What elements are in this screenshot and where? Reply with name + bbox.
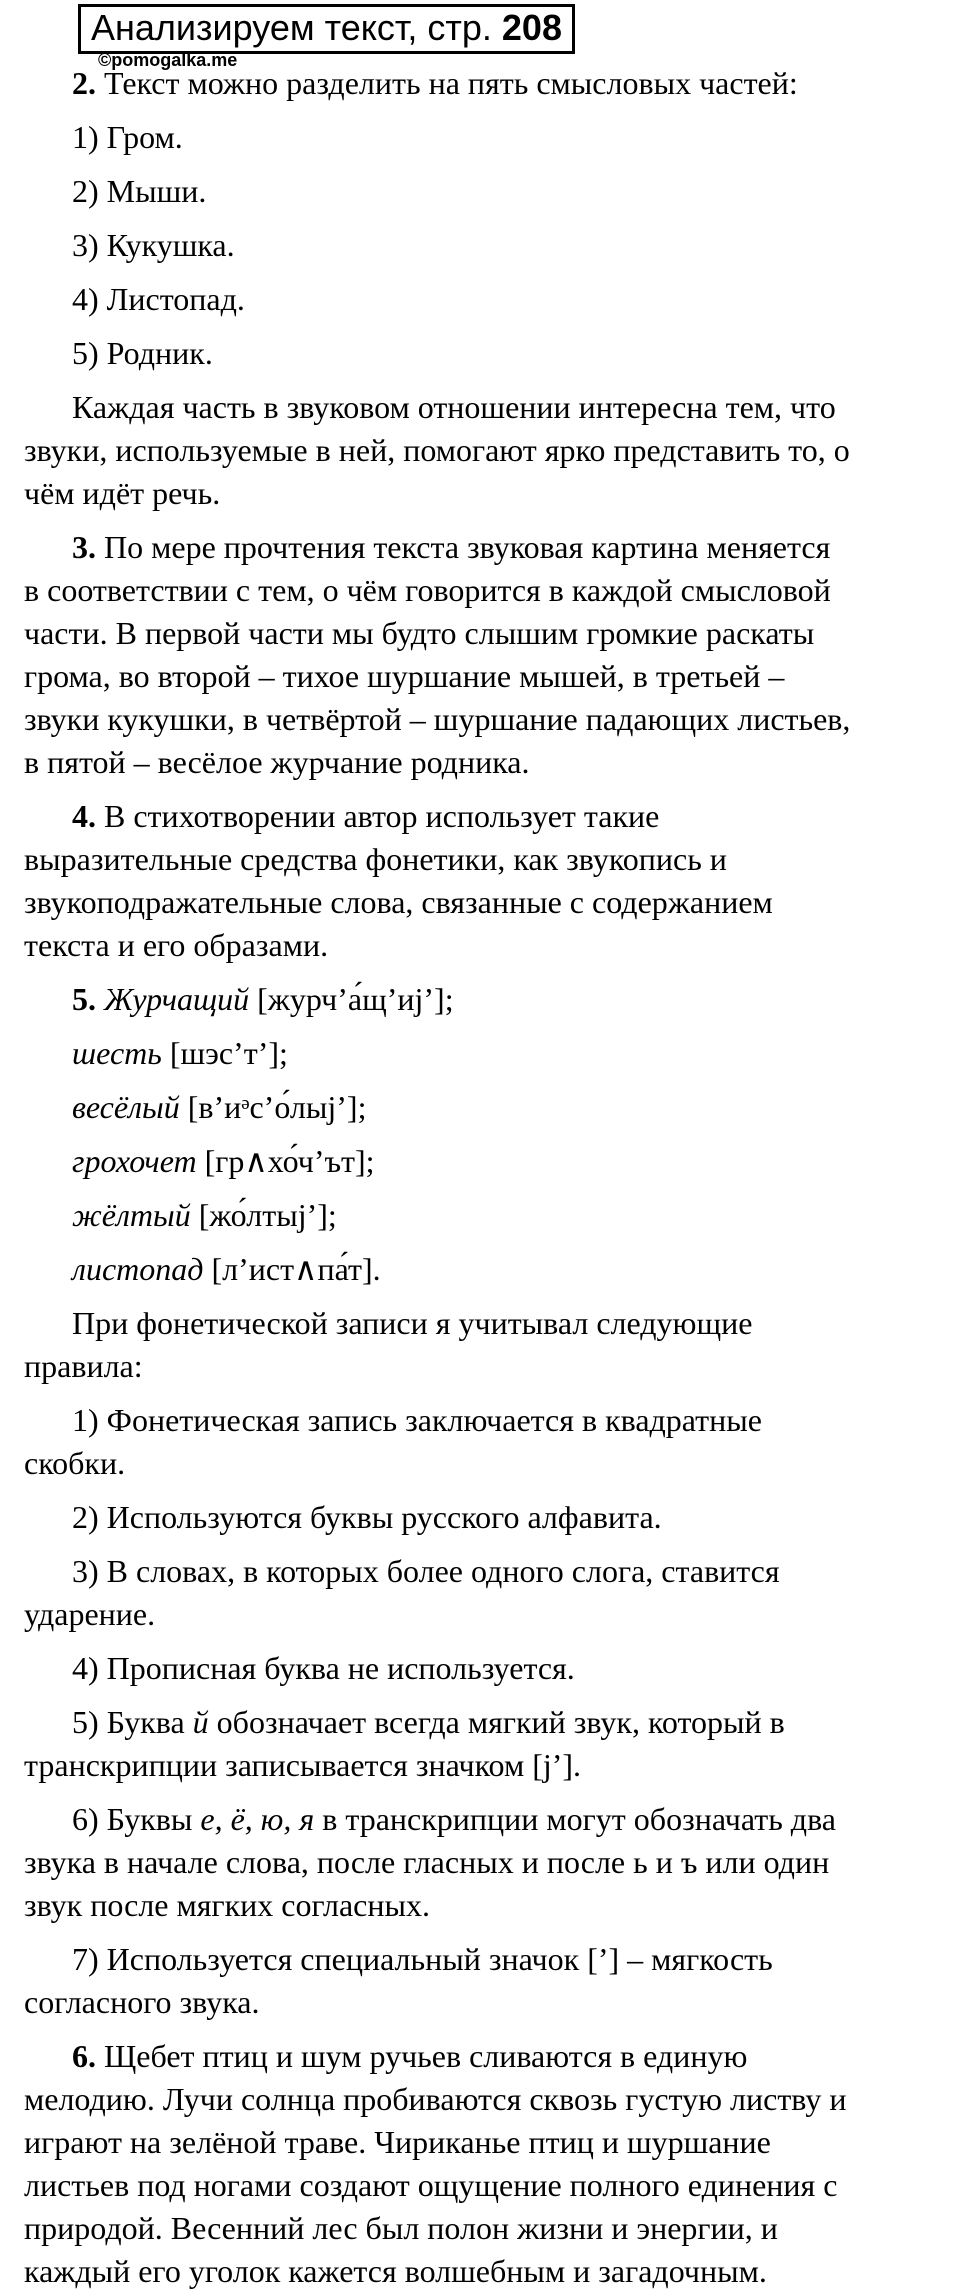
- section-number: 5.: [72, 981, 96, 1017]
- section-3: [24, 526, 960, 784]
- paragraph-line: природой. Весенний лес был полон жизни и энергии, и: [24, 2210, 778, 2246]
- list-item: 5) Родник.: [72, 335, 213, 371]
- word: весёлый: [72, 1089, 180, 1125]
- rule-line: 3) В словах, в которых более одного слога, ставится: [72, 1553, 780, 1589]
- text-span: обозначает всегда мягкий звук, который в: [208, 1704, 785, 1740]
- rule-line: [72, 1798, 960, 1841]
- word: листопад: [72, 1251, 204, 1287]
- rule-line: [72, 1701, 960, 1744]
- paragraph-line: мелодию. Лучи солнца пробиваются сквозь густую листву и: [24, 2081, 847, 2117]
- word: жёлтый: [72, 1197, 191, 1233]
- letter: й: [192, 1704, 209, 1740]
- text-span: 5) Буква: [72, 1704, 193, 1740]
- paragraph-line: листьев под ногами создают ощущение полного единения с: [24, 2167, 838, 2203]
- text-span: в транскрипции могут обозначать два: [314, 1801, 836, 1837]
- rule-line: согласного звука.: [24, 1984, 260, 2020]
- header-page-number: 208: [501, 7, 562, 48]
- paragraph-line: правила:: [24, 1348, 143, 1384]
- paragraph-line: каждый его уголок кажется волшебным и загадочным.: [24, 2253, 767, 2289]
- paragraph-line: [72, 526, 960, 569]
- section-number: 6.: [72, 2038, 96, 2074]
- transcription-line: [72, 1248, 960, 1291]
- transcription: [журч’а́щ’иj’];: [249, 981, 454, 1017]
- paragraph-line: грома, во второй – тихое шуршание мышей, в третьей –: [24, 658, 785, 694]
- transcription-line: [72, 1086, 960, 1129]
- paragraph-line: Каждая часть в звуковом отношении интересна тем, что: [72, 389, 836, 425]
- text-span: В стихотворении автор использует такие: [96, 798, 660, 834]
- transcription: [гр∧хо́ч’ът];: [196, 1143, 375, 1179]
- transcription: [жо́лтыj’];: [190, 1197, 337, 1233]
- section-number: 3.: [72, 529, 96, 565]
- transcription-line: [72, 978, 960, 1021]
- rule-line: скобки.: [24, 1445, 126, 1481]
- page-header: [78, 4, 575, 54]
- word: шесть: [72, 1035, 162, 1071]
- rule-line: ударение.: [24, 1596, 156, 1632]
- rule-line: звук после мягких согласных.: [24, 1887, 430, 1923]
- document-body: [24, 62, 960, 2293]
- text-span: 6) Буквы: [72, 1801, 201, 1837]
- word: Журчащий: [104, 981, 250, 1017]
- section-5: [24, 978, 960, 2024]
- transcription: [в’иᵊс’о́лыj’];: [179, 1089, 367, 1125]
- transcription: [л’ист∧па́т].: [203, 1251, 381, 1287]
- rule-line: 4) Прописная буква не используется.: [72, 1650, 575, 1686]
- paragraph-line: При фонетической записи я учитывал следующие: [72, 1305, 753, 1341]
- watermark: ©pomogalka.me: [98, 50, 238, 70]
- letters: е, ё, ю, я: [200, 1801, 315, 1837]
- transcription-line: [72, 1194, 960, 1237]
- paragraph-line: части. В первой части мы будто слышим громкие раскаты: [24, 615, 815, 651]
- rule-line: 1) Фонетическая запись заключается в квадратные: [72, 1402, 762, 1438]
- text-span: По мере прочтения текста звуковая картина меняется: [96, 529, 831, 565]
- rule-line: 7) Используется специальный значок [’] – мягкость: [72, 1941, 773, 1977]
- paragraph-line: текста и его образами.: [24, 927, 329, 963]
- list-item: 4) Листопад.: [72, 281, 245, 317]
- section-2: [24, 62, 960, 515]
- paragraph-line: чём идёт речь.: [24, 475, 221, 511]
- paragraph-line: звуки, используемые в ней, помогают ярко представить то, о: [24, 432, 850, 468]
- paragraph-line: выразительные средства фонетики, как звукопись и: [24, 841, 727, 877]
- paragraph-line: [72, 795, 960, 838]
- transcription: [шэс’т’];: [161, 1035, 288, 1071]
- list-item: 3) Кукушка.: [72, 227, 235, 263]
- paragraph-line: [72, 2035, 960, 2078]
- paragraph-line: звукоподражательные слова, связанные с содержанием: [24, 884, 773, 920]
- paragraph-line: [72, 62, 960, 105]
- header-title: Анализируем текст, стр.: [91, 7, 502, 48]
- section-number: 4.: [72, 798, 96, 834]
- paragraph-line: звуки кукушки, в четвёртой – шуршание падающих листьев,: [24, 701, 851, 737]
- paragraph-line: в соответствии с тем, о чём говорится в каждой смысловой: [24, 572, 831, 608]
- section-6: [24, 2035, 960, 2293]
- list-item: 2) Мыши.: [72, 173, 207, 209]
- transcription-line: [72, 1140, 960, 1183]
- section-number: 2.: [72, 65, 96, 101]
- rule-line: звука в начале слова, после гласных и после ь и ъ или один: [24, 1844, 830, 1880]
- text-span: Текст можно разделить на пять смысловых частей:: [96, 65, 798, 101]
- rule-line: транскрипции записывается значком [j’].: [24, 1747, 582, 1783]
- paragraph-line: играют на зелёной траве. Чириканье птиц и шуршание: [24, 2124, 771, 2160]
- rule-line: 2) Используются буквы русского алфавита.: [72, 1499, 662, 1535]
- word: грохочет: [72, 1143, 197, 1179]
- paragraph-line: в пятой – весёлое журчание родника.: [24, 744, 530, 780]
- list-item: 1) Гром.: [72, 119, 183, 155]
- section-4: [24, 795, 960, 967]
- transcription-line: [72, 1032, 960, 1075]
- text-span: Щебет птиц и шум ручьев сливаются в единую: [96, 2038, 748, 2074]
